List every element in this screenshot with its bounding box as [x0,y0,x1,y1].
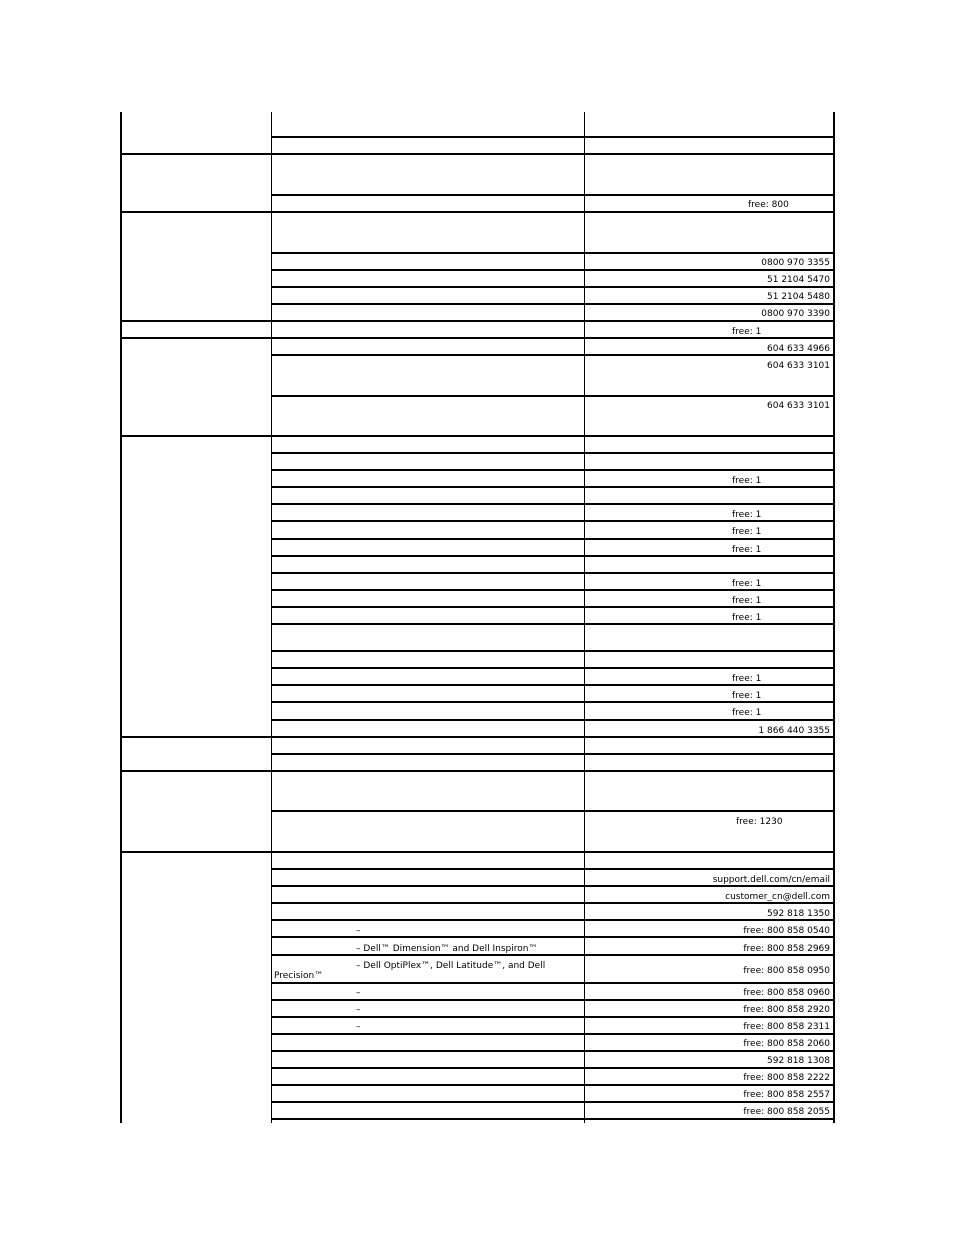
table-row-border [271,982,835,984]
table-row-border [271,503,835,505]
phone-number: free: 800 858 0960 [743,988,830,998]
table-row-border [271,320,835,322]
table-row-border [271,286,835,288]
table-row-border [271,435,835,437]
toll-free-number: free: 1 [732,691,762,701]
table-row-border [120,736,271,738]
table-row-border [120,770,271,772]
table-row-border [271,736,835,738]
table-border [584,112,585,1123]
phone-number: 1 866 440 3355 [758,726,830,736]
table-border [833,112,835,1123]
phone-number: 51 2104 5480 [767,292,830,302]
toll-free-number: free: 1230 [736,817,783,827]
table-row-border [271,354,835,356]
phone-number: 51 2104 5470 [767,275,830,285]
table-row-border [271,919,835,921]
table-row-border [271,1033,835,1035]
phone-number: 0800 970 3355 [761,258,830,268]
service-label: – [356,1022,361,1032]
table-row-border [271,153,835,155]
table-row-border [271,753,835,755]
table-row-border [271,572,835,574]
table-row-border [271,395,835,397]
table-row-border [271,719,835,721]
toll-free-number: free: 1 [732,476,762,486]
toll-free-number: free: 1 [732,674,762,684]
table-row-border [271,1118,835,1120]
phone-number: support.dell.com/cn/email [712,875,830,885]
table-row-border [271,194,835,196]
phone-number: free: 800 858 2969 [743,944,830,954]
table-row-border [120,211,271,213]
phone-number: 0800 970 3390 [761,309,830,319]
phone-number: free: 800 858 2311 [743,1022,830,1032]
table-row-border [271,269,835,271]
phone-number: free: 800 858 0950 [743,966,830,976]
table-border [120,112,122,1123]
table-row-border [271,1050,835,1052]
phone-number: free: 800 858 2920 [743,1005,830,1015]
toll-free-number: free: 1 [732,545,762,555]
table-row-border [271,810,835,812]
service-label: – [356,1005,361,1015]
table-row-border [271,1101,835,1103]
phone-number: free: 800 858 2060 [743,1039,830,1049]
table-border [271,112,272,1123]
table-row-border [271,770,835,772]
phone-number: 604 633 3101 [767,401,830,411]
table-row-border [271,469,835,471]
table-row-border [271,538,835,540]
phone-number: customer_cn@dell.com [725,892,830,902]
table-row-border [271,999,835,1001]
phone-number: 592 818 1350 [767,909,830,919]
table-row-border [120,320,271,322]
service-label: – Dell™ Dimension™ and Dell Inspiron™ [356,944,538,954]
toll-free-number: free: 1 [732,613,762,623]
service-label: – Dell OptiPlex™, Dell Latitude™, and Dell [356,961,546,971]
table-row-border [271,452,835,454]
toll-free-number: free: 1 [732,527,762,537]
table-row-border [271,136,835,138]
phone-number: free: 800 858 2222 [743,1073,830,1083]
table-row-border [120,153,271,155]
table-row-border [120,851,271,853]
table-row-border [271,1067,835,1069]
table-row-border [271,650,835,652]
toll-free-number: free: 1 [732,596,762,606]
toll-free-number: free: 1 [732,510,762,520]
toll-free-number: free: 1 [732,708,762,718]
table-row-border [271,851,835,853]
table-row-border [120,435,271,437]
phone-number: 592 818 1308 [767,1056,830,1066]
phone-number: 604 633 3101 [767,361,830,371]
service-label: Precision™ [274,971,324,981]
toll-free-number: free: 1 [732,579,762,589]
table-row-border [271,303,835,305]
table-row-border [271,1084,835,1086]
phone-number: 604 633 4966 [767,344,830,354]
phone-number: free: 800 858 0540 [743,926,830,936]
table-row-border [271,667,835,669]
toll-free-number: free: 800 [748,200,789,210]
table-row-border [271,1016,835,1018]
table-row-border [271,868,835,870]
service-label: – [356,926,361,936]
phone-number: free: 800 858 2557 [743,1090,830,1100]
toll-free-number: free: 1 [732,327,762,337]
table-row-border [120,337,271,339]
table-row-border [271,252,835,254]
table-row-border [271,211,835,213]
service-label: – [356,988,361,998]
phone-number: free: 800 858 2055 [743,1107,830,1117]
